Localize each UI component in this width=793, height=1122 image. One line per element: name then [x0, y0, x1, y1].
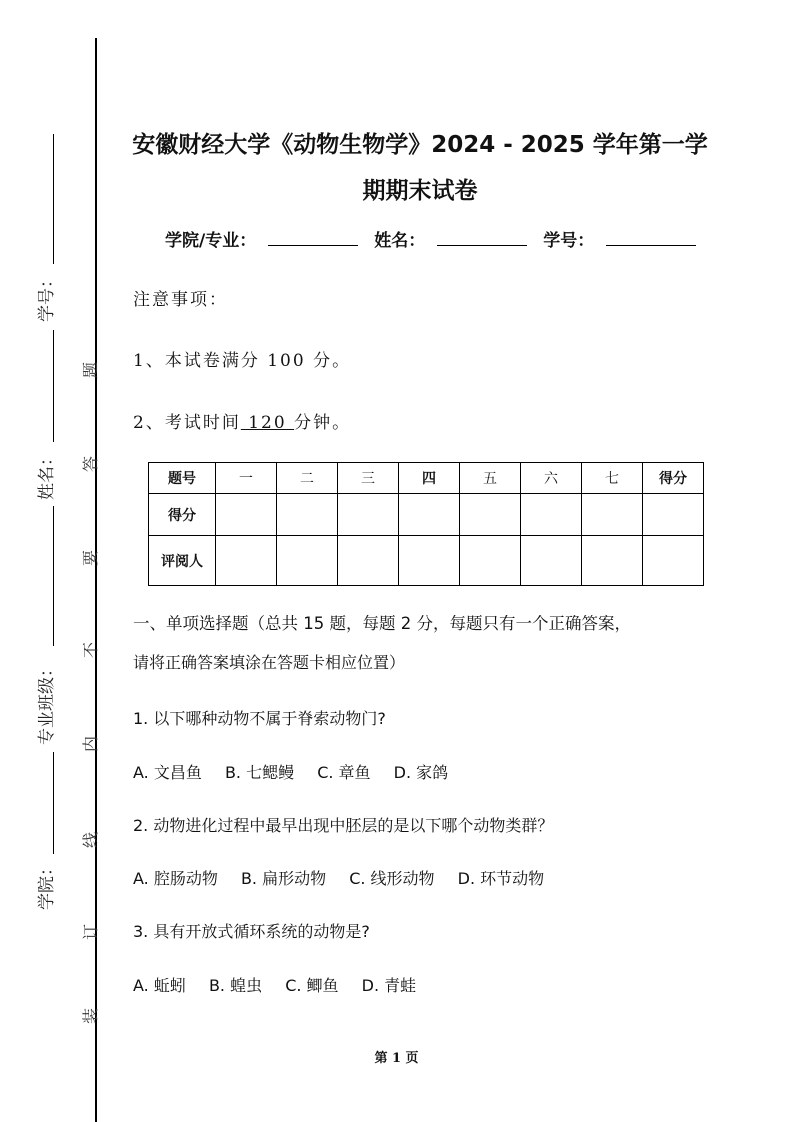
score-cell[interactable] [399, 494, 460, 536]
header-cell: 三 [338, 463, 399, 494]
name-field[interactable] [437, 229, 527, 246]
binding-line [95, 38, 97, 1122]
option-b[interactable]: B. 扁形动物 [240, 869, 327, 888]
question-3: 3. 具有开放式循环系统的动物是? [133, 922, 370, 941]
score-cell[interactable] [460, 494, 521, 536]
table-row [149, 494, 704, 536]
seal-char: 要 [81, 549, 100, 566]
grader-cell[interactable] [643, 536, 704, 586]
score-table-header [149, 463, 704, 494]
option-d[interactable]: D. 家鸽 [393, 763, 449, 782]
row-label: 得分 [149, 494, 216, 536]
option-d[interactable]: D. 环节动物 [457, 869, 545, 888]
grader-cell[interactable] [460, 536, 521, 586]
title-line-2: 期期末试卷 [362, 178, 478, 204]
grader-cell[interactable] [399, 536, 460, 586]
seal-char: 线 [81, 831, 100, 848]
score-cell[interactable] [521, 494, 582, 536]
question-3-options [133, 973, 434, 996]
seal-char: 订 [81, 923, 100, 940]
header-cell: 一 [216, 463, 277, 494]
option-c[interactable]: C. 线形动物 [349, 869, 435, 888]
seal-char: 装 [81, 1007, 100, 1024]
margin-major-class-label: 专业班级： [37, 660, 57, 745]
grader-cell[interactable] [338, 536, 399, 586]
section-1-heading-line-2: 请将正确答案填涂在答题卡相应位置） [133, 653, 406, 672]
score-cell[interactable] [582, 494, 643, 536]
score-cell[interactable] [643, 494, 704, 536]
title-line-1: 安徽财经大学《动物生物学》2024 - 2025 学年第一学 [132, 132, 708, 158]
option-d[interactable]: D. 青蛙 [361, 976, 417, 995]
notice-item-2-suffix: 分钟。 [294, 413, 352, 433]
page-number: 第 1 页 [374, 1051, 419, 1066]
grader-cell[interactable] [582, 536, 643, 586]
header-cell: 四 [399, 463, 460, 494]
major-class-line [53, 752, 54, 854]
notice-item-1: 1、本试卷满分 100 分。 [133, 351, 352, 371]
section-1-heading-line-1: 一、单项选择题（总共 15 题，每题 2 分，每题只有一个正确答案， [133, 614, 631, 633]
option-c[interactable]: C. 章鱼 [317, 763, 371, 782]
exam-duration: 120 [240, 413, 295, 433]
question-1: 1. 以下哪种动物不属于脊索动物门? [133, 709, 386, 728]
student-id-label: 学号： [543, 231, 595, 251]
header-cell: 题号 [149, 463, 216, 494]
question-1-options [133, 760, 466, 783]
seal-char: 答 [81, 455, 100, 472]
margin-college-label: 学院： [37, 859, 57, 910]
student-id-line-lower [53, 330, 54, 442]
notice-item-2-prefix: 2、考试时间 [133, 413, 241, 433]
name-label: 姓名： [374, 231, 426, 251]
name-line [53, 506, 54, 646]
exam-title [110, 122, 730, 214]
grader-cell[interactable] [216, 536, 277, 586]
question-2: 2. 动物进化过程中最早出现中胚层的是以下哪个动物类群？ [133, 816, 554, 835]
option-a[interactable]: A. 文昌鱼 [133, 763, 202, 782]
score-cell[interactable] [216, 494, 277, 536]
seal-char: 内 [81, 735, 100, 752]
option-b[interactable]: B. 蝗虫 [208, 976, 263, 995]
student-id-field[interactable] [606, 229, 696, 246]
option-a[interactable]: A. 蚯蚓 [133, 976, 186, 995]
option-b[interactable]: B. 七鳃鳗 [224, 763, 295, 782]
option-c[interactable]: C. 鲫鱼 [285, 976, 339, 995]
header-cell: 二 [277, 463, 338, 494]
table-row [149, 536, 704, 586]
score-table [148, 462, 704, 586]
grader-cell[interactable] [521, 536, 582, 586]
row-label: 评阅人 [149, 536, 216, 586]
margin-name-label: 姓名： [37, 449, 57, 500]
margin-student-id-label: 学号： [37, 271, 57, 322]
header-cell: 六 [521, 463, 582, 494]
seal-char: 题 [81, 361, 100, 378]
header-cell: 七 [582, 463, 643, 494]
student-id-line [53, 134, 54, 264]
header-cell: 得分 [643, 463, 704, 494]
header-cell: 五 [460, 463, 521, 494]
seal-char: 不 [81, 641, 100, 658]
question-2-options [133, 866, 562, 889]
grader-cell[interactable] [277, 536, 338, 586]
notice-item-2 [133, 408, 351, 433]
option-a[interactable]: A. 腔肠动物 [133, 869, 218, 888]
college-major-field[interactable] [268, 229, 358, 246]
score-cell[interactable] [338, 494, 399, 536]
student-info-row [165, 226, 700, 251]
college-major-label: 学院/专业： [165, 231, 257, 251]
notice-heading: 注意事项： [133, 290, 228, 310]
score-cell[interactable] [277, 494, 338, 536]
